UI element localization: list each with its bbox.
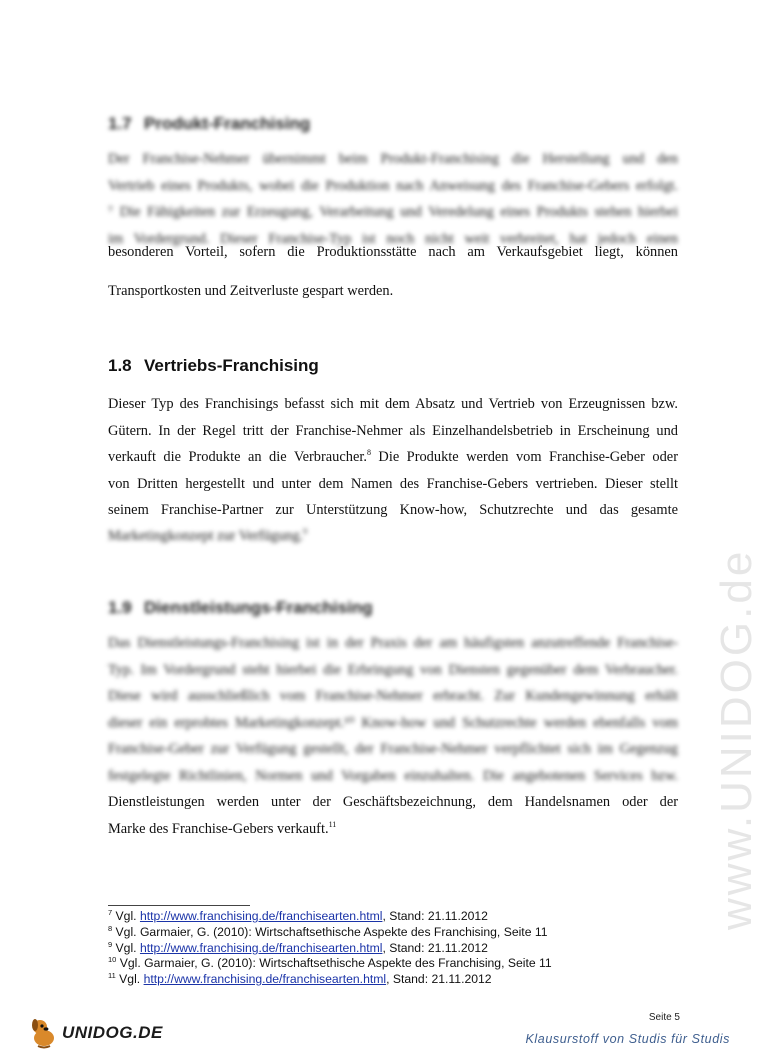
text-line: von Dritten hergestellt und unter dem Namen des Franchise-Gebers vertrieben. Dieser stellt [108, 475, 678, 492]
heading-1-8: 1.8 Vertriebs-Franchising [108, 356, 319, 375]
heading-1-7: 1.7 Produkt-Franchising [108, 114, 311, 133]
footnote-link[interactable]: http://www.franchising.de/franchisearten.html [139, 940, 383, 955]
unidog-logo [28, 1016, 168, 1050]
footnote: $^9$ Vgl. http://www.franchising.de/franchisearten.html, Stand: 21.11.2012 [108, 939, 488, 955]
text-line: Franchise-Geber zur Verfügung gestellt, der Franchise-Nehmer verpflichtet sich im Gegenzug [108, 741, 678, 757]
text-line: festgelegte Richtlinien, Normen und Vorgaben einzuhalten. Die angebotenen Services bzw. [108, 767, 678, 784]
logo-text: UNIDOG.DE [62, 1023, 163, 1042]
text-line: Dieser Typ des Franchisings befasst sich mit dem Absatz und Vertrieb von Erzeugnissen bzw. [108, 396, 678, 412]
footnotes [108, 909, 708, 988]
text-line: Marke des Franchise-Gebers verkauft.$^{11}$ [108, 819, 337, 837]
text-line: Gütern. In der Regel tritt der Franchise-Nehmer als Einzelhandelsbetrieb in Erscheinung und [108, 422, 678, 439]
page-number: Seite 5 [648, 1012, 680, 1023]
tagline: Klausurstoff von Studis für Studis [525, 1032, 730, 1046]
text-line: besonderen Vorteil, sofern die Produktionsstätte nach am Verkaufsgebiet liegt, können [108, 244, 678, 260]
paragraph-1-8-blurred [108, 523, 678, 550]
text-line: ⁷ Die Fähigkeiten zur Erzeugung, Verarbeitung und Veredelung eines Produkts stehen hierbei [108, 204, 678, 220]
heading-1-9: 1.9 Dienstleistungs-Franchising [108, 598, 373, 617]
footnote-divider [108, 905, 250, 906]
paragraph-1-9-visible [108, 789, 678, 842]
footnote: $^8$ Vgl. Garmaier, G. (2010): Wirtschaftsethische Aspekte des Franchising, Seite 11 [108, 923, 548, 939]
text-line: im Vordergrund. Dieser Franchise-Typ ist noch nicht weit verbreitet, hat jedoch einen [108, 230, 678, 247]
paragraph-1-9-blurred [108, 630, 678, 789]
dog-icon [28, 1016, 62, 1050]
text-line: Dienstleistungen werden unter der Geschäftsbezeichnung, dem Handelsnamen oder der [108, 794, 678, 810]
footnote-ref-8: 8 [366, 448, 371, 458]
text-line: Typ. Im Vordergrund steht hierbei die Erbringung von Diensten gegenüber dem Verbraucher. [108, 661, 678, 678]
text-line: dieser ein erprobtes Marketingkonzept.¹⁰ Know-how und Schutzrechte werden ebenfalls vom [108, 714, 678, 731]
paragraph-1-8 [108, 391, 678, 524]
footnote-link[interactable]: http://www.franchising.de/franchisearten.html [143, 972, 387, 987]
footnote: $^{10}$ Vgl. Garmaier, G. (2010): Wirtschaftsethische Aspekte des Franchising, Seite 11 [108, 955, 552, 971]
text-line: Vertrieb eines Produkts, wobei die Produktion nach Anweisung des Franchise-Gebers erfolgt. [108, 177, 678, 194]
text-line: Das Dienstleistungs-Franchising ist in der Praxis der am häufigsten anzutreffende Franchise- [108, 635, 678, 651]
footnote-ref-11: 11 [328, 819, 337, 829]
footnote: $^{11}$ Vgl. http://www.franchising.de/franchisearten.html, Stand: 21.11.2012 [108, 971, 492, 987]
text-line: verkauft die Produkte an die Verbraucher.$^8$ Die Produkte werden vom Franchise-Geber oder [108, 448, 678, 465]
paragraph-1-7-visible [108, 278, 678, 305]
text-line: seinem Franchise-Partner zur Unterstützung Know-how, Schutzrechte und das gesamte [108, 502, 678, 518]
footnote: $^7$ Vgl. http://www.franchising.de/franchisearten.html, Stand: 21.11.2012 [108, 907, 488, 923]
footnote-link[interactable]: http://www.franchising.de/franchisearten.html [139, 909, 383, 923]
text-line: Transportkosten und Zeitverluste gespart werden. [108, 283, 394, 299]
text-line: Der Franchise-Nehmer übernimmt beim Produkt-Franchising die Herstellung und den [108, 151, 678, 167]
text-line: Marketingkonzept zur Verfügung.$^9$ [108, 527, 308, 544]
text-line: Diese wird ausschließlich vom Franchise-Nehmer erbracht. Zur Kundengewinnung erhält [108, 688, 678, 704]
document-page: www.UNIDOG.de 1.7 Produkt-Franchising Der Franchise-Nehmer übernimmt beim Produkt-Franchising die Herstellung und den Vertrieb eines Produkts, wobei die Produktion nach Anweisung des Franchise-Gebers erfolgt. ⁷ Die Fähigkeiten zur Erzeugung, Verarbeitung und Veredelung eines Produkts stehen hierbei im Vordergrund. Dieser Franchise-Typ ist noch nicht weit verbreitet, hat jedoch einen besonderen Vorteil, sofern die Produktionsstätte nach am Verkaufsgebiet liegt, können Transportkosten und Zeitverluste gespart werden. 1.8 Vertriebs-Franchising Dieser Typ des Franchisings befasst sich mit dem Absatz und Vertrieb von Erzeugnissen bzw. Gütern. In der Regel tritt der Franchise-Nehmer als Einzelhandelsbetrieb in Erscheinung und verkauft die Produkte an die Verbraucher.$^8$ Die Produkte werden vom Franchise-Geber oder von Dritten hergestellt und unter dem Namen des Franchise-Gebers vertrieben. Dieser stellt seinem Franchise-Partner zur Unterstützung Know-how, Schutzrechte und das gesamte Marketingkonzept zur Verfügung.$^9$ 1.9 Dienstleistungs-Franchising Das Dienstleistungs-Franchising ist in der Praxis der am häufigsten anzutreffende Franchise- Typ. Im Vordergrund steht hierbei die Erbringung von Diensten gegenüber dem Verbraucher. Diese wird ausschließlich vom Franchise-Nehmer erbracht. Zur Kundengewinnung erhält dieser ein erprobtes Marketingkonzept.¹⁰ Know-how und Schutzrechte werden ebenfalls vom Franchise-Geber zur Verfügung gestellt, der Franchise-Nehmer verpflichtet sich im Gegenzug festgelegte Richtlinien, Normen und Vorgaben einzuhalten. Die angebotenen Services bzw. Dienstleistungen werden unter der Geschäftsbezeichnung, dem Handelsnamen oder der Marke des Franchise-Gebers verkauft.$^{11}$ $^7$ Vgl. http://www.franchising.de/franchisearten.html, Stand: 21.11.2012 $^8$ Vgl. Garmaier, G. (2010): Wirtschaftsethische Aspekte des Franchising, Seite 11 $^9$ Vgl. http://www.franchising.de/franchisearten.html, Stand: 21.11.2012 $^{10}$ Vgl. Garmaier, G. (2010): Wirtschaftsethische Aspekte des Franchising, Seite 11 $^{11}$ Vgl. http://www.franchising.de/franchisearten.html, Stand: 21.11.2012 Seite 5 UNIDOG.DE Klausurstoff von Studis für Studis [0, 0, 750, 1060]
paragraph-1-7-blurred [108, 146, 678, 252]
paragraph-1-7-partial [108, 244, 678, 278]
